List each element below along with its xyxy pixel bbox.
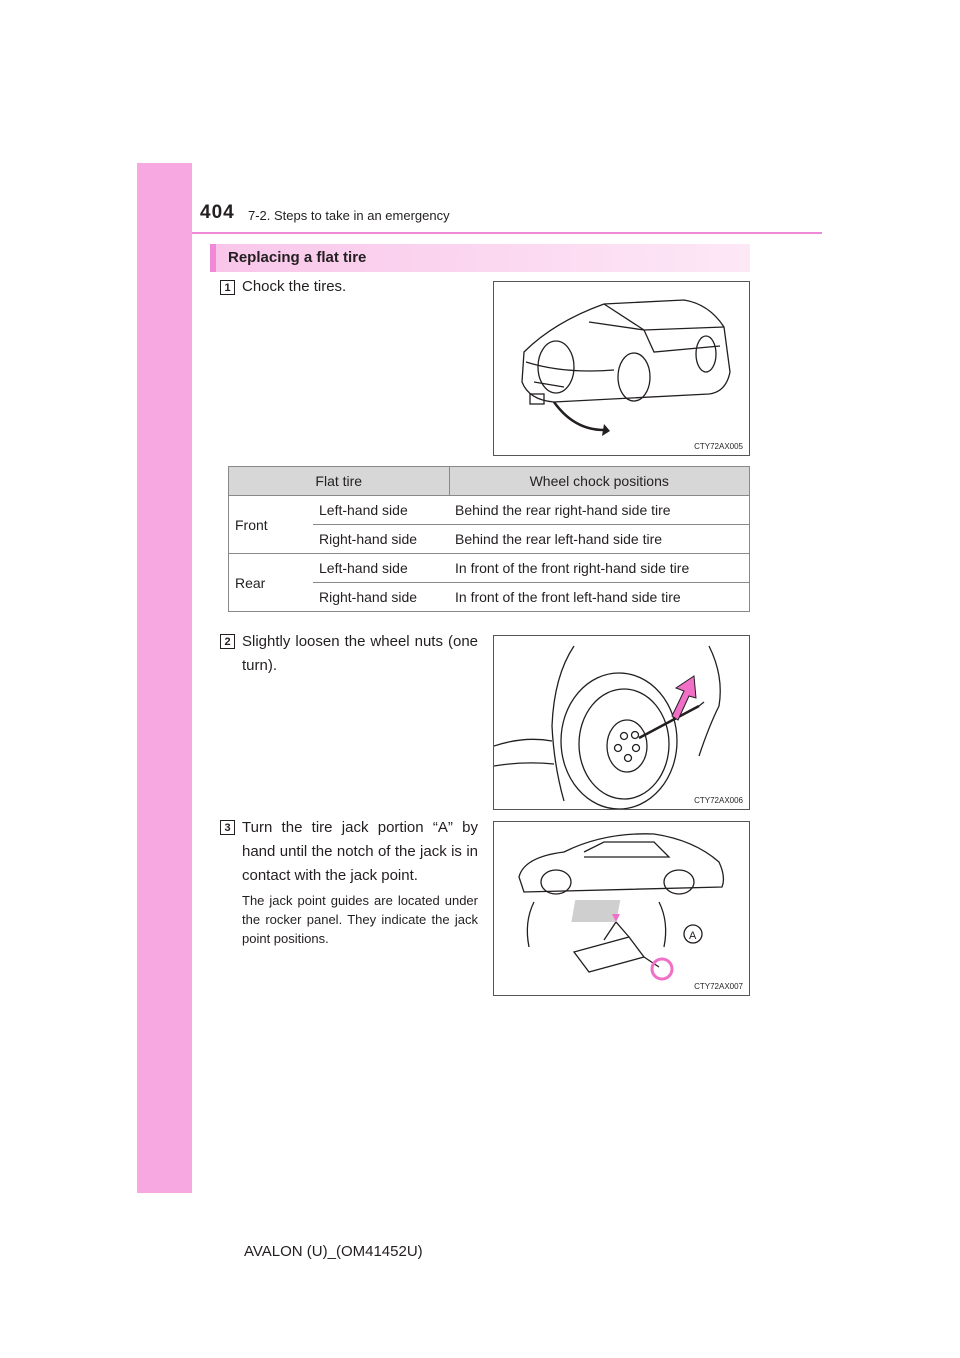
table-row bbox=[229, 554, 750, 583]
car-chock-illustration bbox=[494, 282, 749, 455]
footer-model: AVALON (U)_(OM41452U) bbox=[244, 1243, 423, 1260]
step-3-note: The jack point guides are located under the rocker panel. They indicate the jack point positions. bbox=[242, 893, 478, 946]
row-side: Left-hand side bbox=[313, 496, 449, 525]
row-side: Right-hand side bbox=[313, 583, 449, 612]
table-header-flat-tire: Flat tire bbox=[229, 467, 450, 496]
figure-loosen-nuts bbox=[493, 635, 750, 810]
row-group-label: Front bbox=[229, 496, 314, 554]
step-3-badge: 3 bbox=[220, 820, 235, 835]
step-1-text: Chock the tires. bbox=[242, 278, 347, 295]
row-group-label: Rear bbox=[229, 554, 314, 612]
figure-jack bbox=[493, 821, 750, 996]
jack-label-a: A bbox=[689, 930, 697, 942]
wheel-wrench-illustration bbox=[494, 636, 749, 809]
table-row bbox=[229, 496, 750, 525]
row-side: Left-hand side bbox=[313, 554, 449, 583]
side-tab bbox=[137, 163, 192, 1193]
step-3-text: Turn the tire jack portion “A” by hand until the notch of the jack is in contact with the jack point. bbox=[242, 819, 478, 884]
header-rule bbox=[192, 232, 822, 234]
wheel-chock-table bbox=[228, 466, 750, 612]
step-2-text: Slightly loosen the wheel nuts (one turn). bbox=[242, 633, 478, 674]
step-2-badge: 2 bbox=[220, 634, 235, 649]
jack-illustration bbox=[494, 822, 749, 995]
figure-code: CTY72AX006 bbox=[694, 796, 743, 805]
figure-code: CTY72AX005 bbox=[694, 442, 743, 451]
figure-code: CTY72AX007 bbox=[694, 982, 743, 991]
table-header-chock-positions: Wheel chock positions bbox=[449, 467, 750, 496]
step-1-badge: 1 bbox=[220, 280, 235, 295]
section-title: Replacing a flat tire bbox=[228, 249, 367, 266]
section-heading bbox=[210, 244, 750, 272]
page-number: 404 bbox=[200, 202, 235, 223]
row-position: In front of the front left-hand side tire bbox=[449, 583, 750, 612]
figure-chock-tires bbox=[493, 281, 750, 456]
row-position: Behind the rear left-hand side tire bbox=[449, 525, 750, 554]
row-position: In front of the front right-hand side tire bbox=[449, 554, 750, 583]
row-side: Right-hand side bbox=[313, 525, 449, 554]
row-position: Behind the rear right-hand side tire bbox=[449, 496, 750, 525]
chapter-title: 7-2. Steps to take in an emergency bbox=[248, 208, 450, 223]
